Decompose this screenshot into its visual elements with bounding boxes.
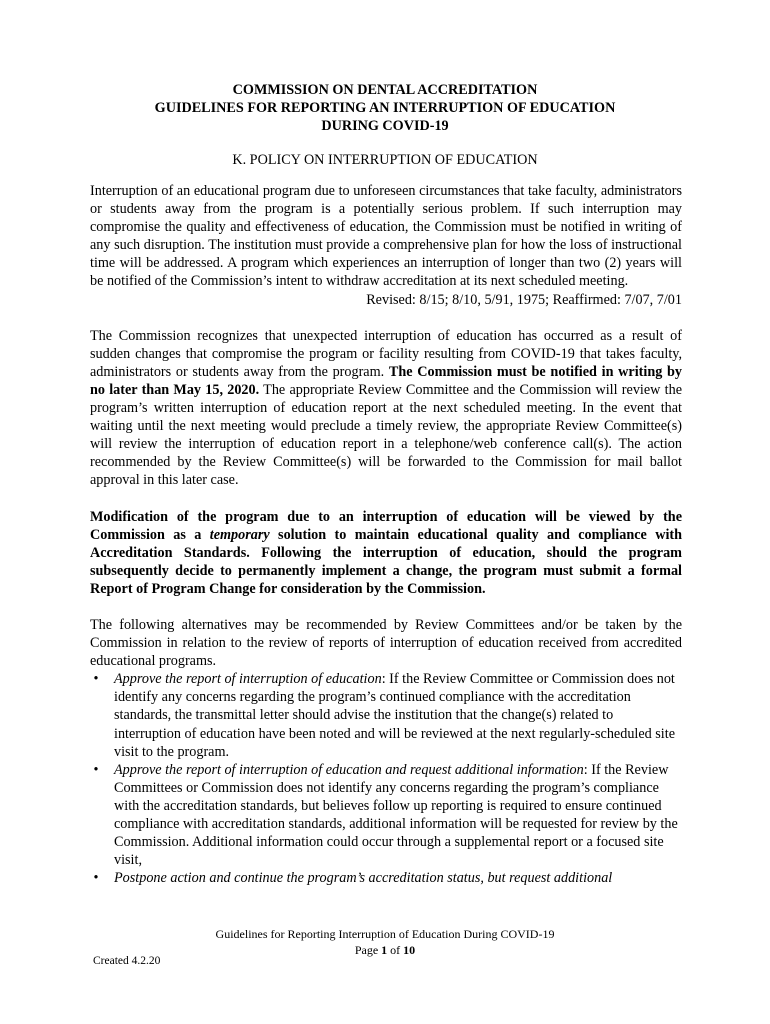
alternative-title: Approve the report of interruption of education [114,671,382,688]
alternatives-intro: The following alternatives may be recommended by Review Committees and/or be taken by the Commission in relation to the review of reports of interruption of education received from accredited educational programs. [90,616,682,670]
page-number [90,942,680,958]
alternative-text: : If the Review Committees or Commission does not identify any concerns regarding the program’s compliance with the accreditation standards, but believes follow up reporting is required to ensure continued compliance with accreditation standards, additional information will be requested for review by the Commission. Additional information could occur through a supplemental report or a focused site visit, [114,761,678,869]
bullet-icon: • [93,671,99,688]
header-line-3: DURING COVID-19 [321,118,449,134]
created-date: Created 4.2.20 [93,955,161,967]
document-header [90,81,680,135]
page-footer [90,926,680,958]
alternative-title: Postpone action and continue the program’s accreditation status, but request additional [114,870,613,887]
modification-text-2: solution to maintain educational quality and compliance with Accreditation Standards. Following the interruption of education, should the program subsequently decide to permanently implement a change, the program must submit a formal Report of Program Change for consideration by the Commission. [90,526,683,597]
modification-emphasis: temporary [209,526,270,543]
alternatives-list [90,670,682,887]
commission-paragraph [90,327,682,490]
list-item [90,761,682,870]
list-item [90,869,682,887]
bullet-icon: • [93,870,99,887]
page-total: 10 [403,943,416,957]
policy-title: K. POLICY ON INTERRUPTION OF EDUCATION [232,152,538,168]
modification-paragraph [90,508,682,598]
bullet-icon: • [93,761,99,778]
page-prefix: Page [354,943,379,957]
footer-title: Guidelines for Reporting Interruption of Education During COVID-19 [215,927,555,941]
notification-deadline: The Commission must be notified in writing by no later than May 15, 2020. [90,363,683,398]
modification-text-1: Modification of the program due to an interruption of education will be viewed by the Commission as a [90,508,682,543]
header-line-2: GUIDELINES FOR REPORTING AN INTERRUPTION OF EDUCATION [154,100,616,116]
page-current: 1 [381,943,388,957]
commission-text-2: The appropriate Review Committee and the Commission will review the program’s written interruption of education report at the next scheduled meeting. In the event that waiting until the next meeting would preclude a timely review, the appropriate Review Committee(s) will review the interruption of education report in a telephone/web conference call(s). The action recommended by the Review Committee(s) will be forwarded to the Commission for mail ballot approval in this later case. [90,381,682,489]
revised-dates: Revised: 8/15; 8/10, 5/91, 1975; Reaffirmed: 7/07, 7/01 [366,291,682,308]
header-line-1: COMMISSION ON DENTAL ACCREDITATION [232,82,538,98]
policy-paragraph: Interruption of an educational program due to unforeseen circumstances that take faculty, administrators or students away from the program is a potentially serious problem. If such interruption may compromise the quality and effectiveness of education, the Commission must be notified in writing of any such disruption. The institution must provide a comprehensive plan for how the loss of instructional time will be addressed. A program which experiences an interruption of longer than two (2) years will be notified of the Commission’s intent to withdraw accreditation at its next scheduled meeting. [90,183,682,290]
commission-text-1: The Commission recognizes that unexpected interruption of education has occurred as a result of sudden changes that compromise the program or facility resulting from COVID-19 that takes faculty, administrators or students away from the program. [90,327,682,380]
alternative-title: Approve the report of interruption of education and request additional information [114,761,584,778]
list-item [90,670,682,760]
alternative-text: : If the Review Committee or Commission does not identify any concerns regarding the program’s continued compliance with the accreditation standards, the transmittal letter should advise the institution that the change(s) related to interruption of education have been noted and will be reviewed at the next regularly-scheduled site visit to the program. [114,671,675,760]
document-body [90,182,682,887]
page-of: of [390,943,401,957]
